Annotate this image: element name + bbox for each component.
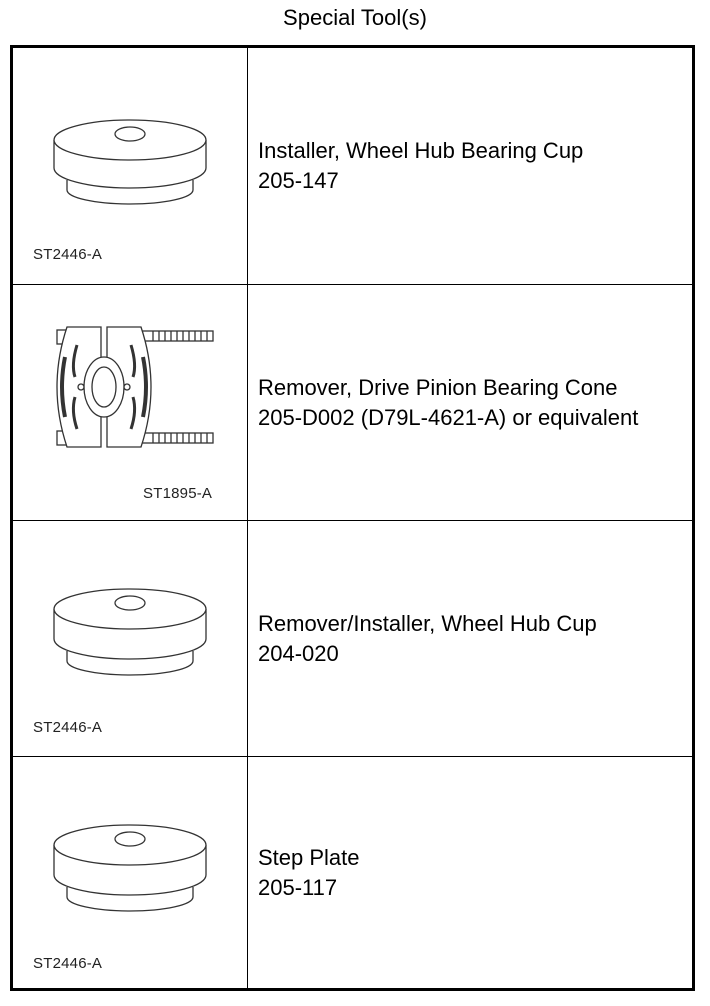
tool-description-cell bbox=[249, 48, 692, 284]
illustration-code: ST1895-A bbox=[143, 485, 213, 502]
tool-description-cell bbox=[249, 285, 692, 520]
tool-number: 205-147 bbox=[258, 168, 339, 193]
special-tools-table bbox=[10, 45, 695, 991]
tool-number: 204-020 bbox=[258, 640, 339, 666]
tool-name: Installer, Wheel Hub Bearing Cup bbox=[258, 138, 584, 163]
tool-description-cell bbox=[249, 757, 692, 988]
illustration-code: ST2446-A bbox=[33, 955, 103, 972]
tool-illustration-cell bbox=[13, 285, 248, 520]
tool-illustration-cell bbox=[13, 48, 248, 284]
tool-illustration-cell bbox=[13, 757, 248, 988]
tool-name: Remover, Drive Pinion Bearing Cone bbox=[258, 374, 618, 400]
illustration-code: ST2446-A bbox=[33, 719, 103, 736]
tool-description-cell bbox=[249, 521, 692, 756]
tool-illustration-cell bbox=[13, 521, 248, 756]
tool-row bbox=[13, 756, 692, 988]
tool-name: Remover/Installer, Wheel Hub Cup bbox=[258, 610, 597, 636]
tool-row bbox=[13, 284, 692, 520]
tool-number: 205-D002 (D79L-4621-A) or equivalent bbox=[258, 404, 639, 430]
tool-number: 205-117 bbox=[258, 874, 338, 900]
tool-row bbox=[13, 48, 692, 284]
tool-row bbox=[13, 520, 692, 756]
page-title: Special Tool(s) bbox=[283, 5, 427, 30]
illustration-code: ST2446-A bbox=[33, 246, 103, 263]
bearing-separator-icon bbox=[13, 285, 248, 521]
tool-name: Step Plate bbox=[258, 844, 360, 870]
